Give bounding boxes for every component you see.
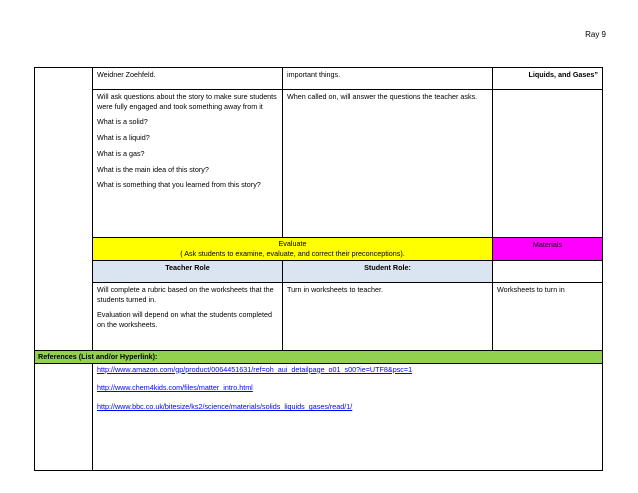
student-answer-text: When called on, will answer the questions the teacher asks. (287, 92, 478, 101)
table-row (35, 363, 603, 470)
cell-title-author: Weidner Zoehfeld. (93, 68, 283, 90)
reference-link-chem4kids[interactable]: http://www.chem4kids.com/files/matter_intro.html (97, 383, 253, 393)
cell-objective: important things. (283, 68, 493, 90)
student-role-header: Student Role: (283, 261, 493, 283)
materials-header: Materials (493, 238, 603, 261)
eval-student-cell: Turn in worksheets to teacher. (283, 283, 493, 351)
question-solid: What is a solid? (97, 117, 148, 127)
table-row (35, 238, 603, 261)
references-left-cell (35, 363, 93, 470)
table-row (35, 283, 603, 351)
teacher-question-intro: Will ask questions about the story to make sure students were fully engaged and took something away from it (97, 92, 277, 111)
evaluate-subtitle: ( Ask students to examine, evaluate, and correct their preconceptions). (180, 248, 405, 258)
left-margin-cell (35, 68, 93, 351)
student-answers-cell (283, 90, 493, 238)
reference-link-bbc[interactable]: http://www.bbc.co.uk/bitesize/ks2/science/materials/solids_liquids_gases/read/1/ (97, 402, 353, 412)
roles-empty-cell (493, 261, 603, 283)
eval-materials-cell: Worksheets to turn in (493, 283, 603, 351)
teacher-questions-cell (93, 90, 283, 238)
page-number: Ray 9 (585, 30, 606, 39)
evaluate-header (93, 238, 493, 261)
question-main-idea: What is the main idea of this story? (97, 164, 209, 174)
references-links-cell (93, 363, 603, 470)
question-learned: What is something that you learned from this story? (97, 180, 261, 190)
eval-teacher-depends: Evaluation will depend on what the students completed on the worksheets. (97, 310, 273, 330)
eval-teacher-cell (93, 283, 283, 351)
table-row (35, 68, 603, 90)
table-row (35, 261, 603, 283)
evaluate-title: Evaluate (278, 239, 307, 248)
table-row (35, 351, 603, 364)
cell-book-title: Liquids, and Gases” (493, 68, 603, 90)
reference-link-amazon[interactable]: http://www.amazon.com/gp/product/0064451631/ref=oh_aui_detailpage_o01_s00?ie=UTF8&psc=1 (97, 364, 413, 374)
lesson-plan-table (34, 67, 603, 471)
eval-teacher-rubric: Will complete a rubric based on the worksheets that the students turned in. (97, 285, 274, 304)
references-header: References (List and/or Hyperlink): (35, 351, 603, 364)
table-row (35, 90, 603, 238)
teacher-role-header: Teacher Role (93, 261, 283, 283)
materials-empty-cell (493, 90, 603, 238)
question-gas: What is a gas? (97, 148, 145, 158)
question-liquid: What is a liquid? (97, 133, 150, 143)
